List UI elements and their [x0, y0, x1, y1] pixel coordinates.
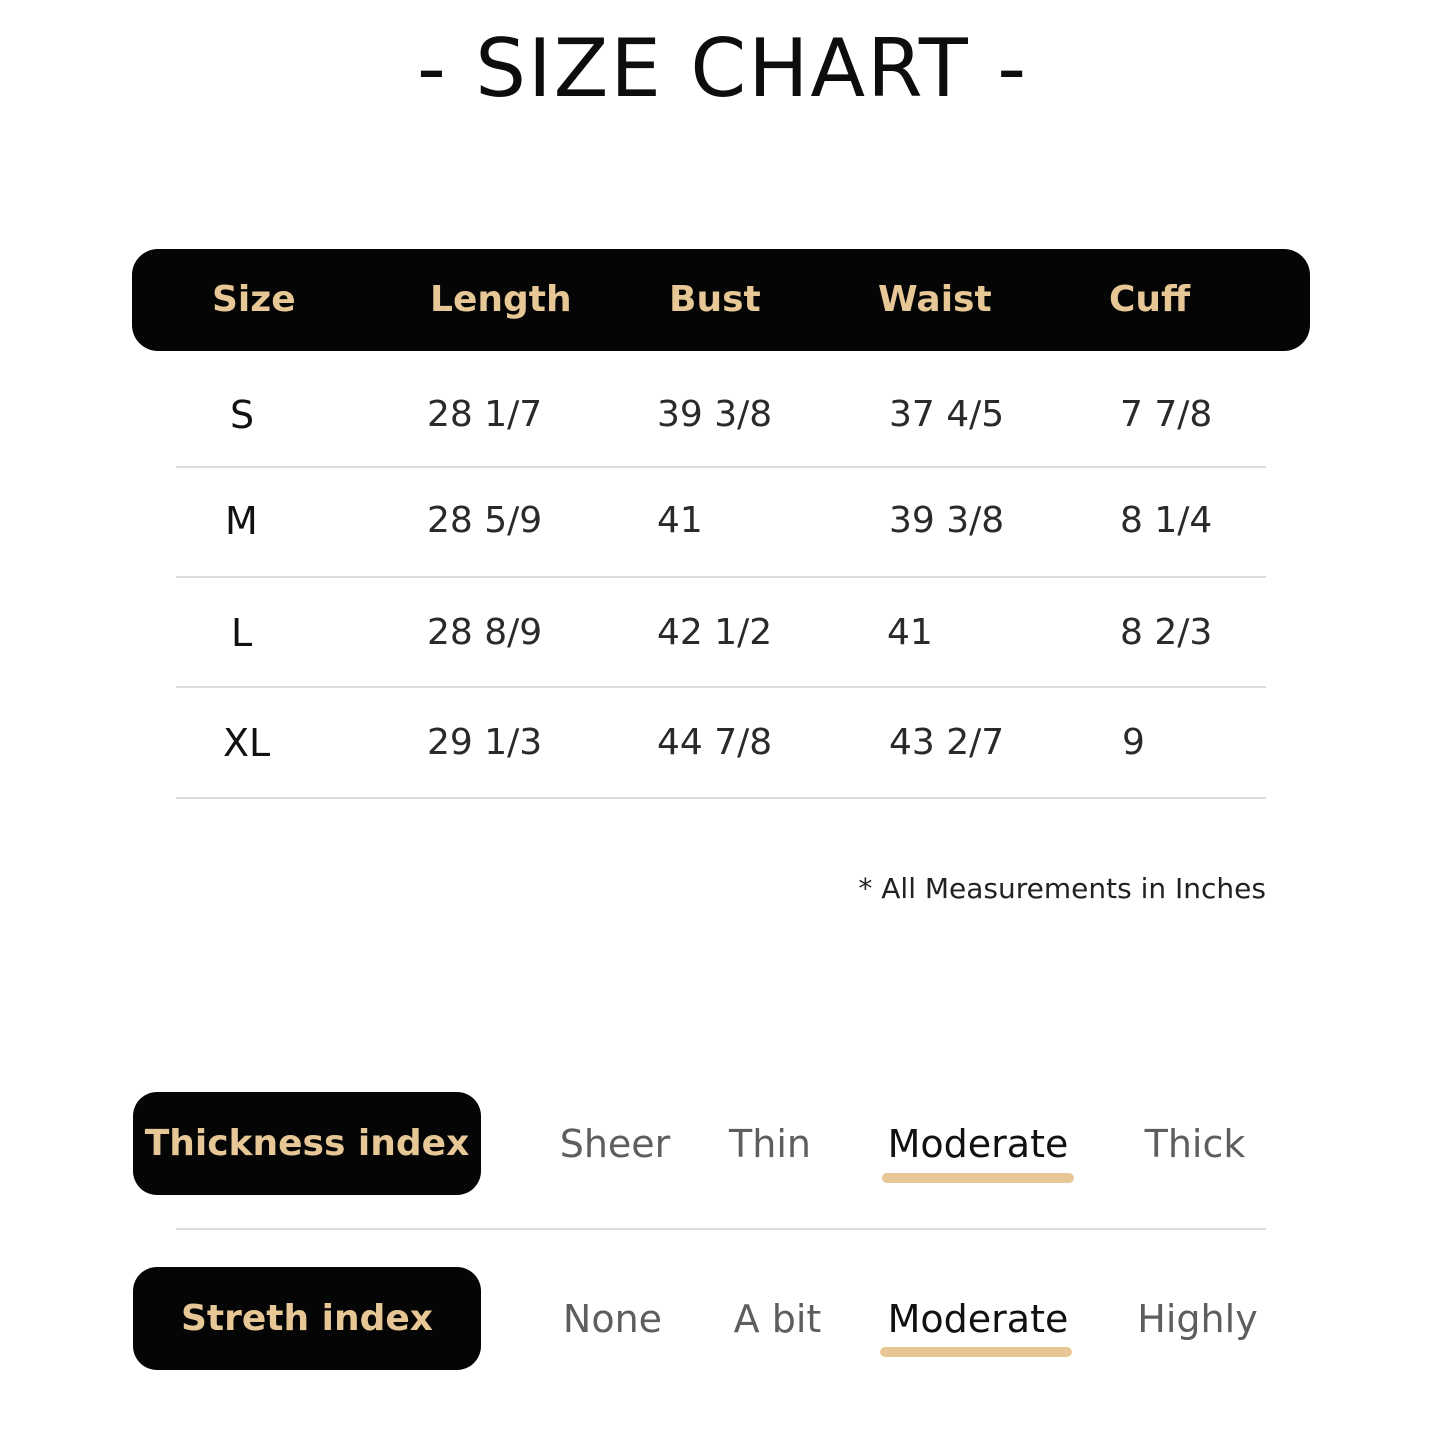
cell-waist: 43 2/7: [889, 722, 1005, 763]
thickness-selected-underline: [882, 1173, 1074, 1183]
header-length: Length: [430, 279, 572, 320]
cell-cuff: 9: [1122, 722, 1145, 763]
table-header: [132, 249, 1310, 351]
header-cuff: Cuff: [1109, 279, 1191, 320]
cell-bust: 44 7/8: [657, 722, 773, 763]
row-divider: [176, 576, 1266, 578]
table-row: [0, 385, 1445, 445]
row-divider: [176, 686, 1266, 688]
cell-length: 28 5/9: [427, 500, 543, 541]
cell-size: XL: [223, 721, 271, 765]
stretch-option-highly: Highly: [1137, 1297, 1258, 1341]
cell-cuff: 7 7/8: [1120, 394, 1213, 435]
cell-length: 29 1/3: [427, 722, 543, 763]
header-size: Size: [212, 279, 296, 320]
cell-bust: 42 1/2: [657, 612, 773, 653]
thickness-option-thick: Thick: [1144, 1122, 1246, 1166]
stretch-option-moderate: Moderate: [887, 1297, 1069, 1341]
page-title: - SIZE CHART -: [416, 22, 1029, 115]
cell-bust: 39 3/8: [657, 394, 773, 435]
row-divider: [176, 797, 1266, 799]
cell-waist: 39 3/8: [889, 500, 1005, 541]
stretch-selected-underline: [880, 1347, 1072, 1357]
cell-bust: 41: [657, 500, 703, 541]
thickness-option-sheer: Sheer: [559, 1122, 671, 1166]
cell-cuff: 8 2/3: [1120, 612, 1213, 653]
stretch-index-label: Streth index: [133, 1267, 481, 1370]
cell-size: S: [230, 393, 255, 437]
row-divider: [176, 466, 1266, 468]
thickness-index-label: Thickness index: [133, 1092, 481, 1195]
thickness-option-moderate: Moderate: [887, 1122, 1069, 1166]
measurement-note: * All Measurements in Inches: [858, 872, 1266, 905]
header-waist: Waist: [878, 279, 992, 320]
thickness-option-thin: Thin: [729, 1122, 811, 1166]
table-row: [0, 491, 1445, 551]
cell-size: L: [231, 611, 253, 655]
stretch-option-a-bit: A bit: [733, 1297, 822, 1341]
cell-size: M: [225, 499, 258, 543]
stretch-option-none: None: [562, 1297, 663, 1341]
table-row: [0, 603, 1445, 663]
cell-cuff: 8 1/4: [1120, 500, 1213, 541]
cell-waist: 37 4/5: [889, 394, 1005, 435]
table-row: [0, 713, 1445, 773]
cell-length: 28 8/9: [427, 612, 543, 653]
header-bust: Bust: [669, 279, 761, 320]
section-divider: [176, 1228, 1266, 1230]
cell-length: 28 1/7: [427, 394, 543, 435]
cell-waist: 41: [887, 612, 933, 653]
